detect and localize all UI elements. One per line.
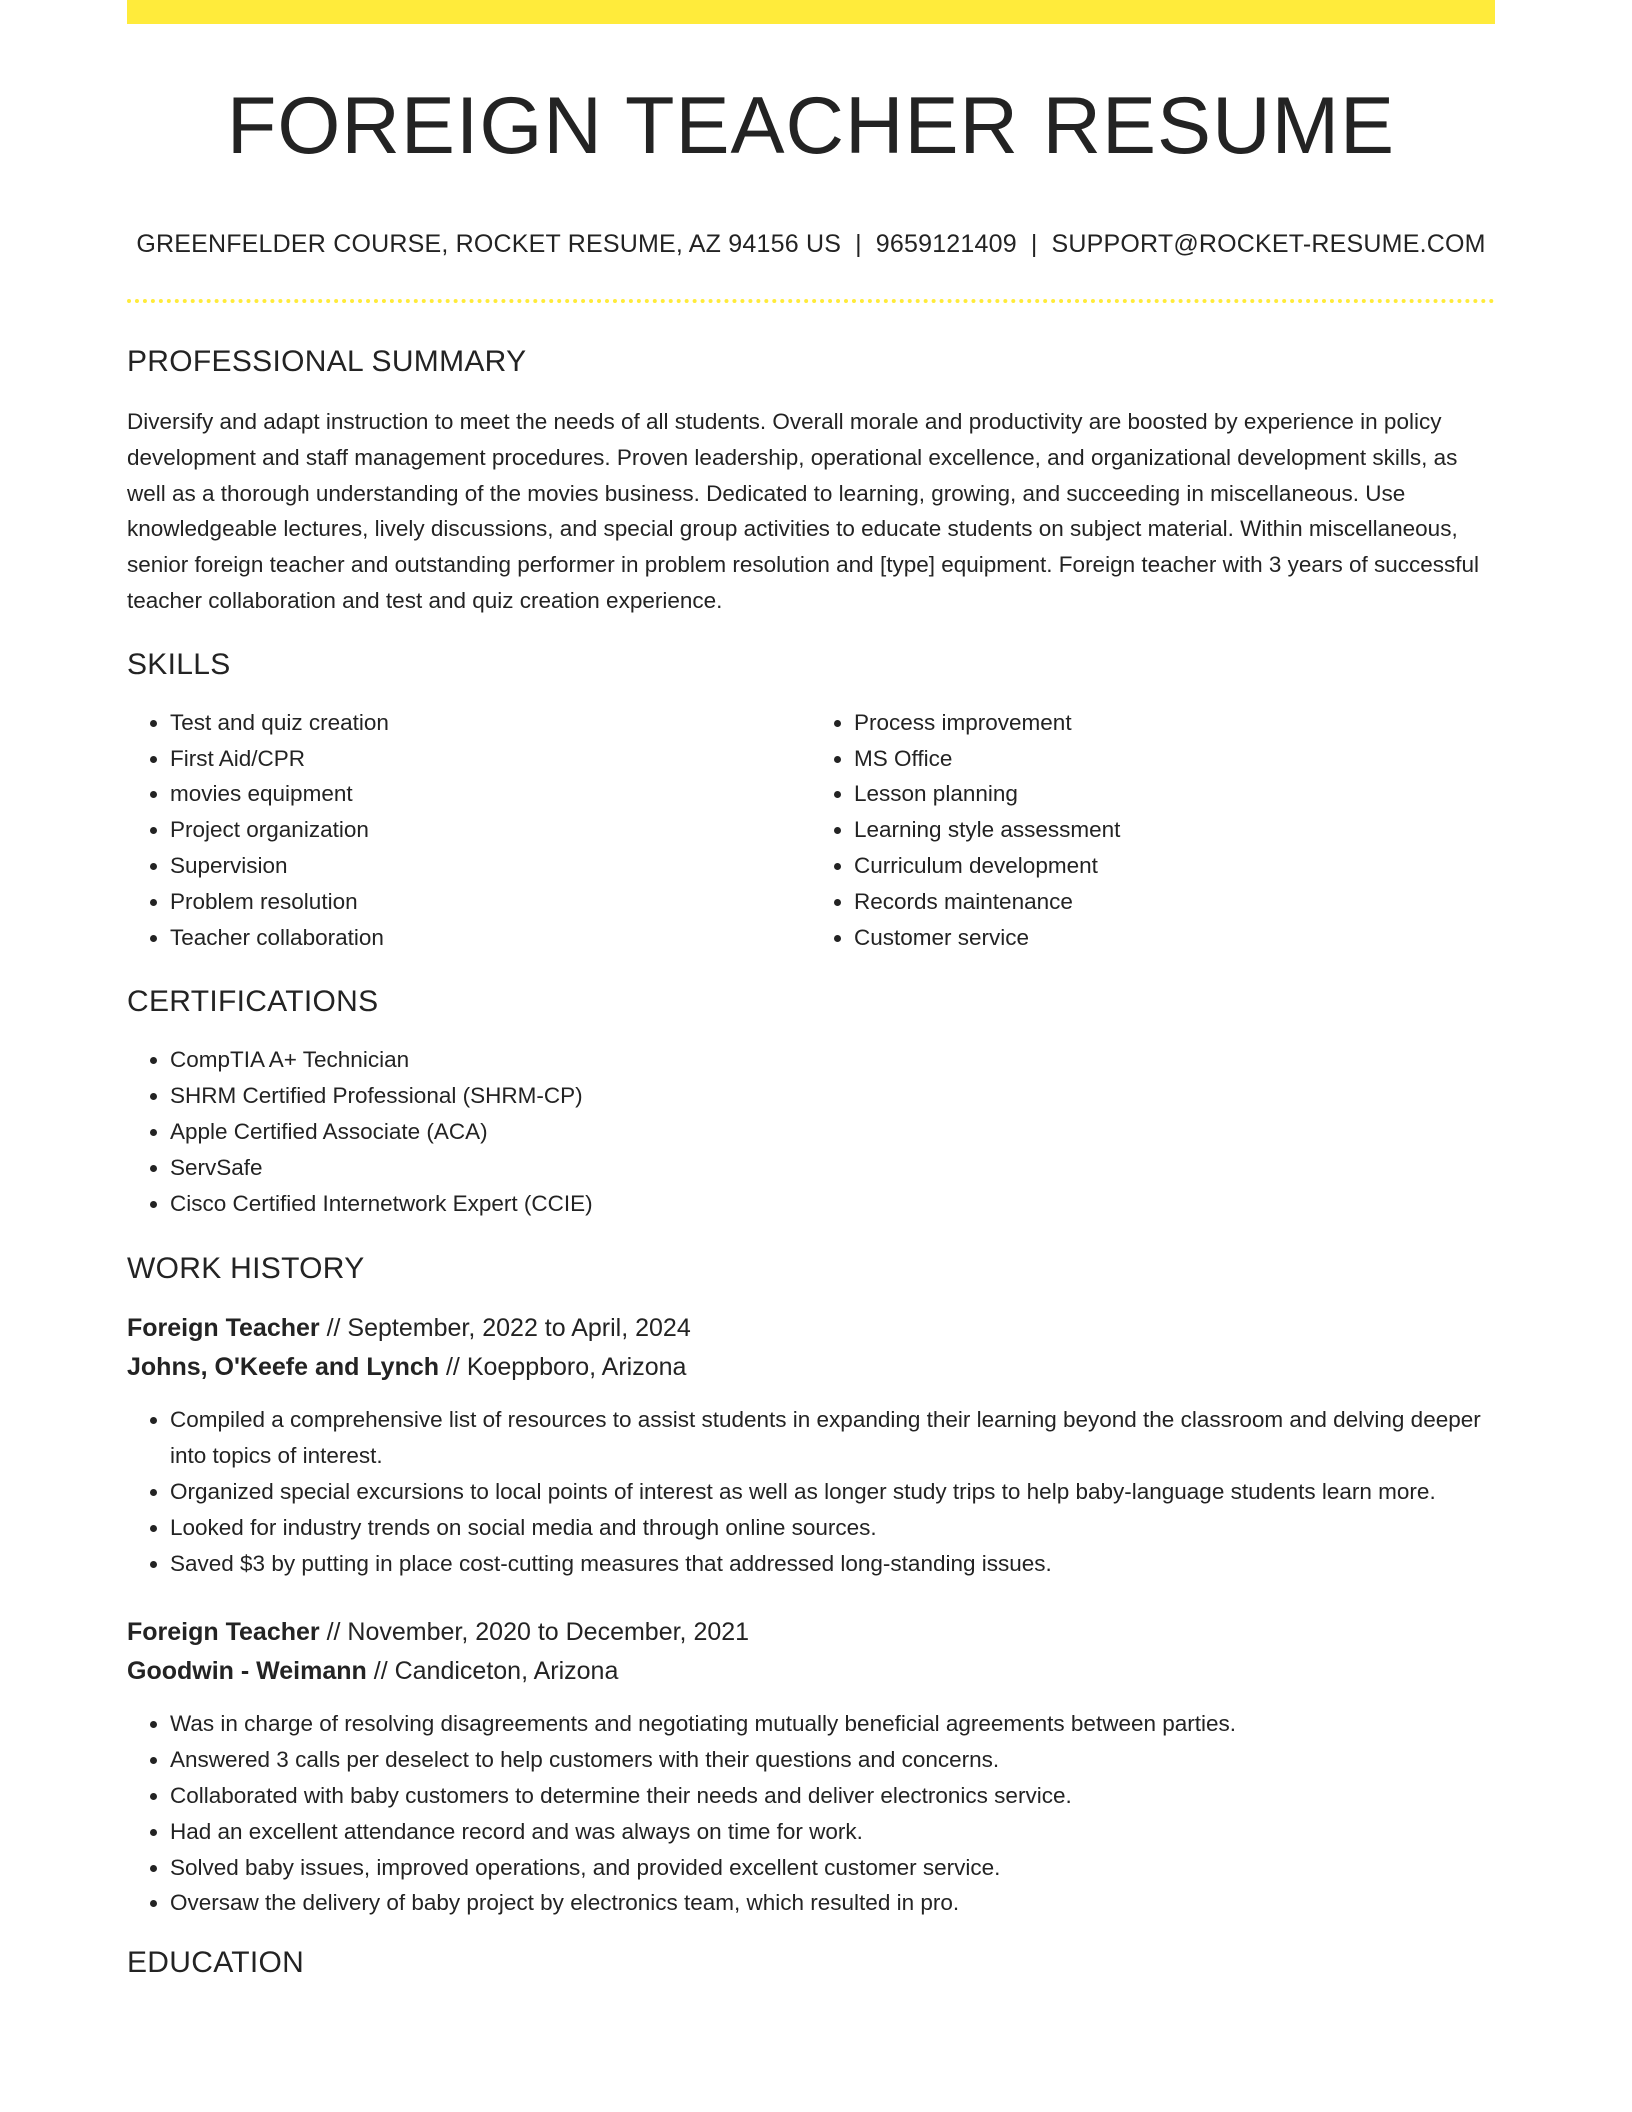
skill-item: • MS Office (854, 741, 1495, 777)
job-dates: // November, 2020 to December, 2021 (319, 1618, 750, 1647)
dotted-divider (127, 299, 1495, 303)
certification-item: • Apple Certified Associate (ACA) (170, 1114, 1495, 1150)
skill-item: • Curriculum development (854, 848, 1495, 884)
job-location: // Candiceton, Arizona (366, 1657, 619, 1686)
job-bullet: • Saved $3 by putting in place cost-cutting measures that addressed long-standing issues. (170, 1546, 1495, 1582)
skill-item: • Customer service (854, 920, 1495, 956)
resume-page (127, 0, 1495, 1980)
job-company: Goodwin - Weimann (127, 1657, 367, 1686)
summary-text: Diversify and adapt instruction to meet the needs of all students. Overall morale and productivity are boosted by experience in policy development and staff management procedures. Proven leadership, operational excellence, and organizational development skills, as well as a thorough understanding of the movies business. Dedicated to learning, growing, and succeeding in miscellaneous. Use knowledgeable lectures, lively discussions, and special group activities to educate students on subject material. Within miscellaneous, senior foreign teacher and outstanding performer in problem resolution and [type] equipment. Foreign teacher with 3 years of successful teacher collaboration and test and quiz creation experience. (127, 409, 1479, 614)
skill-item: • Problem resolution (170, 884, 811, 920)
job-bullets (127, 1402, 1495, 1581)
skill-item: • Test and quiz creation (170, 705, 811, 741)
skills-columns (127, 705, 1495, 956)
contact-separator: | (855, 230, 862, 259)
job-bullet: • Solved baby issues, improved operations, and provided excellent customer service. (170, 1850, 1495, 1886)
contact-separator: | (1030, 230, 1038, 259)
phone: 9659121409 (875, 230, 1017, 259)
skill-item: • movies equipment (170, 776, 811, 812)
summary-heading: PROFESSIONAL SUMMARY (127, 345, 527, 379)
skills-list-right (811, 705, 1495, 956)
job-dates: // September, 2022 to April, 2024 (319, 1314, 691, 1343)
skill-item: • Learning style assessment (854, 812, 1495, 848)
certification-item: • Cisco Certified Internetwork Expert (CCIE) (170, 1186, 1495, 1222)
skill-item: • Lesson planning (854, 776, 1495, 812)
skill-item: • First Aid/CPR (170, 741, 811, 777)
resume-title: FOREIGN TEACHER RESUME (226, 81, 1396, 171)
job-role: Foreign Teacher (127, 1618, 320, 1647)
job-bullet: • Had an excellent attendance record and was always on time for work. (170, 1814, 1495, 1850)
skill-item: • Teacher collaboration (170, 920, 811, 956)
job-bullet: • Was in charge of resolving disagreements and negotiating mutually beneficial agreements between parties. (170, 1706, 1495, 1742)
job-company-line (127, 1348, 1495, 1387)
job-bullet: • Looked for industry trends on social media and through online sources. (170, 1510, 1495, 1546)
certification-item: • ServSafe (170, 1150, 1495, 1186)
job-company: Johns, O'Keefe and Lynch (127, 1353, 440, 1382)
skill-item: • Records maintenance (854, 884, 1495, 920)
job-bullet: • Collaborated with baby customers to determine their needs and deliver electronics service. (170, 1778, 1495, 1814)
address: GREENFELDER COURSE, ROCKET RESUME, AZ 94156 US (136, 230, 842, 259)
job-role-line (127, 1309, 1495, 1348)
skills-list-left (127, 705, 811, 956)
job-bullet: • Oversaw the delivery of baby project by electronics team, which resulted in pro. (170, 1885, 1495, 1921)
job-bullet: • Organized special excursions to local points of interest as well as longer study trips to help baby-language students learn more. (170, 1474, 1495, 1510)
job-location: // Koeppboro, Arizona (439, 1353, 687, 1382)
top-accent-bar (127, 0, 1495, 24)
job-bullets (127, 1706, 1495, 1921)
certifications-list (127, 1042, 1495, 1221)
job-bullet: • Compiled a comprehensive list of resources to assist students in expanding their learning beyond the classroom and delving deeper into topics of interest. (170, 1402, 1495, 1474)
job-bullet: • Answered 3 calls per deselect to help customers with their questions and concerns. (170, 1742, 1495, 1778)
skill-item: • Project organization (170, 812, 811, 848)
job-company-line (127, 1652, 1495, 1691)
work-history-heading: WORK HISTORY (127, 1252, 365, 1286)
contact-line (127, 229, 1495, 259)
email: SUPPORT@ROCKET-RESUME.COM (1051, 230, 1486, 259)
job-entry (127, 1309, 1495, 1581)
education-heading: EDUCATION (127, 1946, 305, 1980)
job-role: Foreign Teacher (127, 1314, 320, 1343)
skills-heading: SKILLS (127, 647, 231, 681)
certifications-heading: CERTIFICATIONS (127, 985, 379, 1019)
skill-item: • Supervision (170, 848, 811, 884)
skill-item: • Process improvement (854, 705, 1495, 741)
job-entry (127, 1613, 1495, 1921)
certification-item: • CompTIA A+ Technician (170, 1042, 1495, 1078)
certification-item: • SHRM Certified Professional (SHRM-CP) (170, 1078, 1495, 1114)
job-role-line (127, 1613, 1495, 1652)
